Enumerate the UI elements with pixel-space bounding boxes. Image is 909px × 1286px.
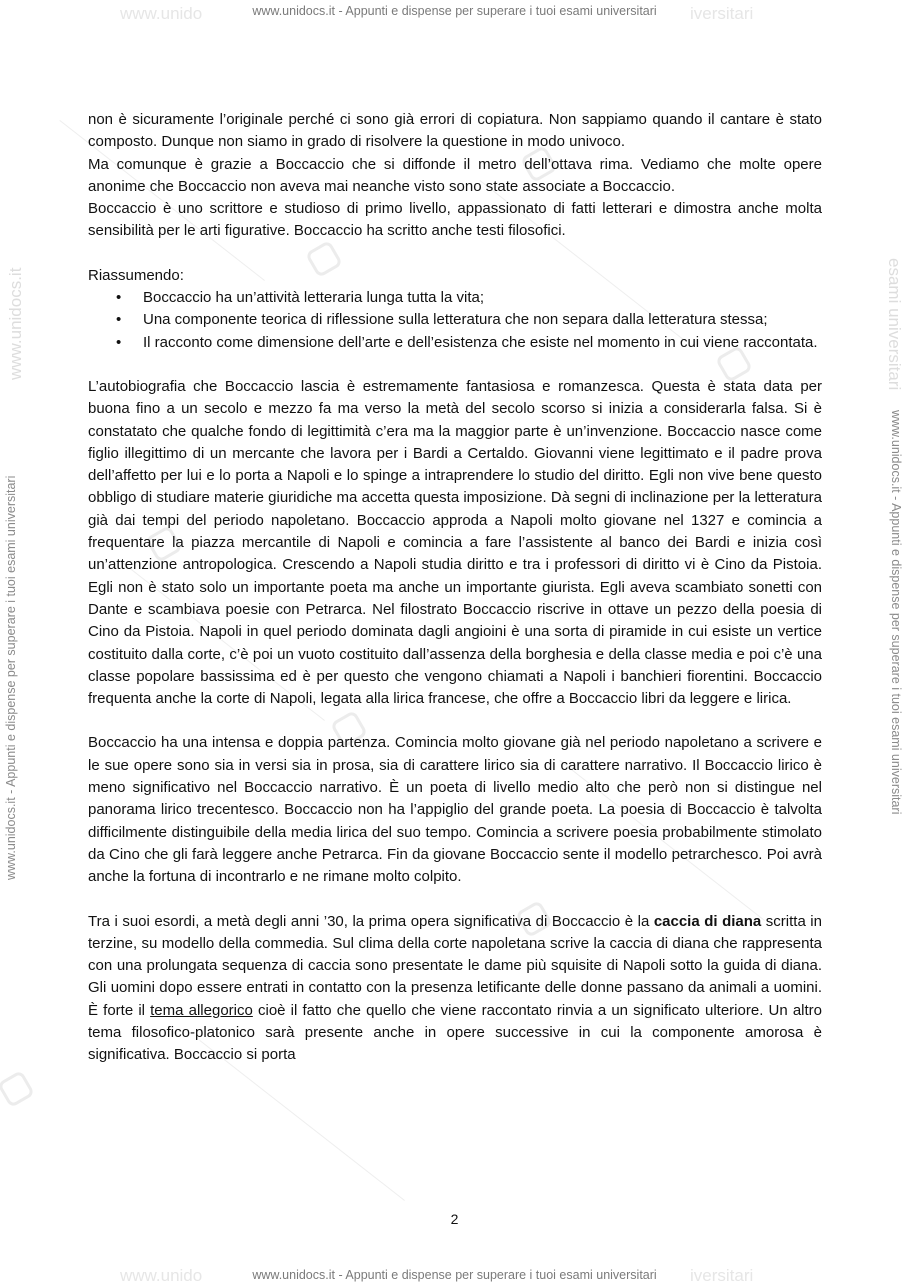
document-body [88,109,822,1067]
paragraph-line: non è sicuramente l’originale perché ci sono già errori di copiatura. Non sappiamo quando il cantare è stato composto. Dunque non siamo in grado di risolvere la questione in modo univoco. [88,111,822,151]
bold-term: caccia di diana [653,912,762,930]
watermark-top: www.unidocs.it - Appunti e dispense per superare i tuoi esami universitari [252,4,657,18]
page-number: 2 [450,1211,459,1227]
watermark-ghost-right-bottom: iversitari [690,1266,754,1285]
text-run: Tra i suoi esordi, a metà degli anni ’30, la prima opera significativa di Boccaccio è la [88,912,654,930]
watermark-side-right: www.unidocs.it - Appunti e dispense per superare i tuoi esami universitari [889,410,903,815]
text-run: scritta in terzine, su modello della commedia. Sul clima della corte napoletana scrive la caccia di diana che rappresenta con una prolungata sequenza di caccia sono presentate le dame più squisite di Napoli sotto la guida di diana. Gli uomini dopo essere entrati in contatto con la presenza letificante delle donne passano da animali a uomini. È forte il [88,912,822,1019]
watermark-bottom: www.unidocs.it - Appunti e dispense per superare i tuoi esami universitari [252,1268,657,1282]
underlined-term: tema allegorico [150,1001,253,1019]
summary-heading: Riassumendo: [88,266,184,284]
watermark-side-ghost-right: esami universitari [885,258,904,391]
text-run: cioè il fatto che quello che viene raccontato rinvia a un significato ulteriore. Un altro tema filosofico-platonico sarà presente anche in opere successive in cui la componente amorosa è significativa. Boccaccio si porta [88,1001,823,1064]
watermark-ghost-left: www.unido [120,4,203,23]
watermark-logo-icon [0,1070,35,1108]
paragraph-line: Ma comunque è grazie a Boccaccio che si diffonde il metro dell’ottava rima. Vediamo che molte opere anonime che Boccaccio non aveva mai neanche visto sono state associate a Boccaccio. [88,155,822,195]
paragraph-line: Boccaccio è uno scrittore e studioso di primo livello, appassionato di fatti letterari e dimostra anche molta sensibilità per le arti figurative. Boccaccio ha scritto anche testi filosofici. [88,200,822,240]
list-item: • Il racconto come dimensione dell’arte e dell’esistenza che esiste nel momento in cui viene raccontata. [143,332,822,354]
paragraph-double-start: Boccaccio ha una intensa e doppia partenza. Comincia molto giovane già nel periodo napoletano a scrivere e le sue opere sono sia in versi sia in prosa, sia di carattere lirico sia di carattere narrativo. Il Boccaccio lirico è meno significativo nel Boccaccio narrativo. È un poeta di livello medio alto che però non si distingue nel panorama lirico trecentesco. Boccaccio non ha l’appiglio del grande poeta. La poesia di Boccaccio è talvolta difficilmente distinguibile della media lirica del suo tempo. Comincia a scrivere poesia probabilmente stimolato da Cino che gli farà leggere anche Petrarca. Fin da giovane Boccaccio sente il modello petrarchesco. Poi avrà anche la fortuna di incontrarlo e ne rimane molto colpito. [88,734,822,886]
list-item: • Boccaccio ha un’attività letteraria lunga tutta la vita; [143,287,822,309]
watermark-ghost-right: iversitari [690,4,754,23]
watermark-side-ghost-left: www.unidocs.it [6,267,25,380]
watermark-ghost-left-bottom: www.unido [120,1266,203,1285]
paragraph-caccia-di-diana [88,911,822,1067]
watermark-side-left: www.unidocs.it - Appunti e dispense per superare i tuoi esami universitari [4,475,18,880]
paragraph-autobiography: L’autobiografia che Boccaccio lascia è estremamente fantasiosa e romanzesca. Questa è stata data per buona fino a un secolo e mezzo fa ma verso la metà del secolo scorso si inizia a considerarla falsa. Si è constatato che qualche fondo di legittimità c’era ma la maggior parte è un’invenzione. Boccaccio nasce come figlio illegittimo di un mercante che lavora per i Bardi a Certaldo. Giovanni viene legittimato e il padre prova dell’affetto per lui e lo porta a Napoli e lo spinge a intraprendere lo studio del diritto. Egli non vive bene questo obbligo di studiare materie giuridiche ma accetta questa imposizione. Dà segni di inclinazione per la letteratura già dai tempi del periodo napoletano. Boccaccio approda a Napoli molto giovane nel 1327 e comincia a frequentare la piazza mercantile di Napoli e comincia a fare l’assistente al banco dei Bardi e inizia così un’attenzione antropologica. Crescendo a Napoli studia diritto e tra i professori di diritto vi è Cino da Pistoia. Egli non è stato solo un importante poeta ma anche un importante giurista. Egli aveva scambiato sonetti con Dante e scambiava poesie con Petrarca. Nel filostrato Boccaccio riscrive in ottave un pezzo della poesia di Cino da Pistoia. Napoli in quel periodo dominata dagli angioini è una sorta di piramide in cui esiste un vertice costituito dalla corte, c’è poi un vuoto costituito dall’assenza della borghesia e della classe media e poi c’è una classe popolare bassissima ed è per questo che vengono chiamati a Napoli i banchieri fiorentini. Boccaccio frequenta anche la corte di Napoli, legata alla lirica francese, che offre a Boccaccio libri da leggere e lirica. [88,377,822,708]
summary-list [88,287,822,354]
list-item: • Una componente teorica di riflessione sulla letteratura che non separa dalla letteratura stessa; [143,309,822,331]
